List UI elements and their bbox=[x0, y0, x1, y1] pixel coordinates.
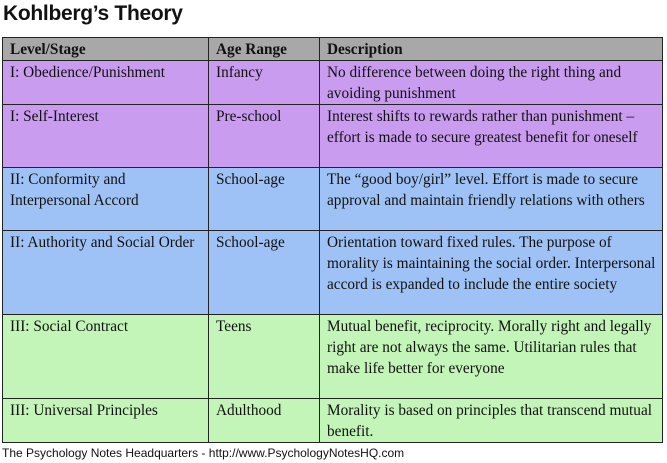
footer-credit: The Psychology Notes Headquarters - http://www.PsychologyNotesHQ.com bbox=[2, 446, 405, 460]
description-cell: The “good boy/girl” level. Effort is made to secure approval and maintain friendly relations with others bbox=[320, 168, 663, 231]
age-cell: Teens bbox=[209, 315, 320, 399]
table-row bbox=[3, 399, 663, 443]
stage-cell: III: Universal Principles bbox=[3, 399, 209, 443]
stage-cell: I: Self-Interest bbox=[3, 105, 209, 168]
stage-cell: III: Social Contract bbox=[3, 315, 209, 399]
table-row bbox=[3, 61, 663, 105]
age-cell: School-age bbox=[209, 168, 320, 231]
header-description: Description bbox=[320, 38, 663, 61]
header-age-range: Age Range bbox=[209, 38, 320, 61]
table-row bbox=[3, 315, 663, 399]
description-cell: Morality is based on principles that transcend mutual benefit. bbox=[320, 399, 663, 443]
age-cell: Pre-school bbox=[209, 105, 320, 168]
stages-table bbox=[2, 37, 663, 443]
table-row bbox=[3, 168, 663, 231]
age-cell: School-age bbox=[209, 231, 320, 315]
stage-cell: II: Authority and Social Order bbox=[3, 231, 209, 315]
table-row bbox=[3, 105, 663, 168]
description-cell: Mutual benefit, reciprocity. Morally right and legally right are not always the same. Utilitarian rules that make life better for everyone bbox=[320, 315, 663, 399]
table-row bbox=[3, 231, 663, 315]
stage-cell: II: Conformity and Interpersonal Accord bbox=[3, 168, 209, 231]
page-title: Kohlberg’s Theory bbox=[3, 2, 183, 25]
stage-cell: I: Obedience/Punishment bbox=[3, 61, 209, 105]
age-cell: Infancy bbox=[209, 61, 320, 105]
table-header-row bbox=[3, 38, 663, 61]
age-cell: Adulthood bbox=[209, 399, 320, 443]
header-level-stage: Level/Stage bbox=[3, 38, 209, 61]
description-cell: Interest shifts to rewards rather than punishment – effort is made to secure greatest benefit for oneself bbox=[320, 105, 663, 168]
description-cell: No difference between doing the right thing and avoiding punishment bbox=[320, 61, 663, 105]
description-cell: Orientation toward fixed rules. The purpose of morality is maintaining the social order. Interpersonal accord is expanded to include the entire society bbox=[320, 231, 663, 315]
